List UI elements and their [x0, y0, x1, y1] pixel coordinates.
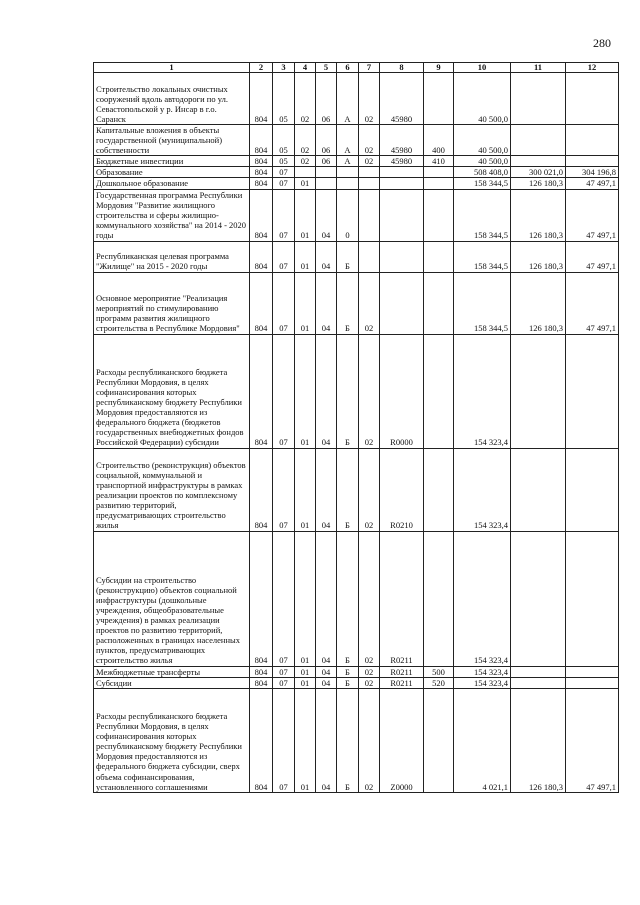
table-cell: 804: [250, 167, 273, 178]
column-header: 2: [250, 63, 273, 73]
table-cell: [380, 272, 424, 334]
table-cell: 02: [359, 272, 380, 334]
table-cell: [380, 178, 424, 189]
table-cell: Б: [337, 334, 359, 448]
table-cell: [359, 178, 380, 189]
table-cell: 47 497,1: [566, 688, 619, 792]
table-cell: 05: [273, 156, 295, 167]
table-cell: [359, 189, 380, 241]
table-cell: Б: [337, 272, 359, 334]
table-cell: 02: [359, 125, 380, 156]
table-cell: [380, 189, 424, 241]
table-cell: [511, 531, 566, 666]
table-cell: [511, 334, 566, 448]
row-name-cell: Субсидии на строительство (реконструкцию) объектов социальной инфраструктуры (дошкольные учреждения, общеобразовательные учреждения) в рамках реализации проектов по развитию территорий, расположенных в границах населенных пунктов, предусматривающих строительство жилья: [94, 531, 250, 666]
table-cell: 01: [295, 241, 316, 272]
table-cell: 04: [316, 334, 337, 448]
table-cell: 154 323,4: [454, 334, 511, 448]
table-cell: Б: [337, 531, 359, 666]
table-cell: Б: [337, 448, 359, 531]
table-cell: 02: [359, 73, 380, 125]
table-cell: 45980: [380, 156, 424, 167]
table-cell: [566, 448, 619, 531]
table-cell: 304 196,8: [566, 167, 619, 178]
table-cell: [566, 156, 619, 167]
budget-table: [93, 62, 619, 793]
column-header: 6: [337, 63, 359, 73]
table-cell: 04: [316, 677, 337, 688]
table-cell: 45980: [380, 73, 424, 125]
table-cell: [424, 448, 454, 531]
table-cell: [566, 677, 619, 688]
table-cell: 804: [250, 156, 273, 167]
table-cell: 126 180,3: [511, 688, 566, 792]
table-cell: 05: [273, 73, 295, 125]
row-name-cell: Республиканская целевая программа "Жилище" на 2015 - 2020 годы: [94, 241, 250, 272]
column-header: 11: [511, 63, 566, 73]
table-cell: 04: [316, 531, 337, 666]
table-cell: [566, 73, 619, 125]
table-cell: [511, 448, 566, 531]
table-cell: 400: [424, 125, 454, 156]
table-cell: 804: [250, 666, 273, 677]
row-name-cell: Строительство локальных очистных сооружений вдоль автодороги по ул. Севастопольской у р. Инсар в г.о. Саранск: [94, 73, 250, 125]
row-name-cell: Капитальные вложения в объекты государственной (муниципальной) собственности: [94, 125, 250, 156]
table-cell: 804: [250, 73, 273, 125]
table-cell: 04: [316, 272, 337, 334]
table-cell: 47 497,1: [566, 272, 619, 334]
table-cell: [380, 241, 424, 272]
table-cell: 4 021,1: [454, 688, 511, 792]
table-cell: 07: [273, 241, 295, 272]
table-cell: 04: [316, 241, 337, 272]
table-row: [94, 189, 619, 241]
table-cell: 07: [273, 677, 295, 688]
table-cell: 0: [337, 189, 359, 241]
table-cell: 01: [295, 189, 316, 241]
table-cell: 06: [316, 156, 337, 167]
table-cell: 01: [295, 178, 316, 189]
table-cell: 02: [359, 677, 380, 688]
table-cell: 154 323,4: [454, 677, 511, 688]
table-cell: 02: [359, 448, 380, 531]
table-row: [94, 241, 619, 272]
table-cell: [424, 167, 454, 178]
table-row: [94, 272, 619, 334]
table-cell: 804: [250, 178, 273, 189]
table-cell: [424, 178, 454, 189]
row-name-cell: Расходы республиканского бюджета Республики Мордовия, в целях софинансирования которых республиканскому бюджету Республики Мордовия предоставляются из федерального бюджета (бюджетов государственных внебюджетных фондов Российской Федерации) субсидии: [94, 334, 250, 448]
table-cell: Б: [337, 666, 359, 677]
table-cell: 07: [273, 334, 295, 448]
column-header: 5: [316, 63, 337, 73]
table-cell: 804: [250, 334, 273, 448]
table-cell: А: [337, 73, 359, 125]
table-cell: [566, 125, 619, 156]
table-cell: [424, 688, 454, 792]
table-cell: 07: [273, 272, 295, 334]
table-row: [94, 167, 619, 178]
table-cell: [566, 334, 619, 448]
table-cell: 04: [316, 666, 337, 677]
table-cell: 40 500,0: [454, 125, 511, 156]
table-row: [94, 156, 619, 167]
table-cell: 126 180,3: [511, 178, 566, 189]
table-cell: R0211: [380, 531, 424, 666]
table-row: [94, 334, 619, 448]
table-cell: А: [337, 156, 359, 167]
table-cell: 02: [359, 666, 380, 677]
table-cell: [424, 531, 454, 666]
table-cell: 01: [295, 688, 316, 792]
table-cell: [337, 167, 359, 178]
table-row: [94, 448, 619, 531]
table-cell: [424, 272, 454, 334]
row-name-cell: Субсидии: [94, 677, 250, 688]
table-row: [94, 178, 619, 189]
table-cell: 04: [316, 688, 337, 792]
table-cell: 804: [250, 531, 273, 666]
row-name-cell: Бюджетные инвестиции: [94, 156, 250, 167]
table-cell: 300 021,0: [511, 167, 566, 178]
table-cell: [424, 189, 454, 241]
table-cell: [511, 666, 566, 677]
table-cell: 804: [250, 189, 273, 241]
table-cell: 804: [250, 272, 273, 334]
table-cell: [424, 334, 454, 448]
table-cell: 804: [250, 677, 273, 688]
table-cell: [511, 125, 566, 156]
table-cell: 04: [316, 189, 337, 241]
row-name-cell: Дошкольное образование: [94, 178, 250, 189]
table-cell: 520: [424, 677, 454, 688]
table-row: [94, 666, 619, 677]
table-cell: 158 344,5: [454, 241, 511, 272]
table-cell: R0000: [380, 334, 424, 448]
column-header: 10: [454, 63, 511, 73]
table-cell: 07: [273, 531, 295, 666]
table-cell: R0211: [380, 677, 424, 688]
row-name-cell: Расходы республиканского бюджета Республики Мордовия, в целях софинансирования которых республиканскому бюджету Республики Мордовия предоставляются из федерального бюджета субсидии, сверх объема софинансирования, установленного соглашениями: [94, 688, 250, 792]
table-cell: 01: [295, 666, 316, 677]
table-cell: [337, 178, 359, 189]
table-cell: 06: [316, 73, 337, 125]
column-header: 9: [424, 63, 454, 73]
table-cell: 804: [250, 448, 273, 531]
column-header: 7: [359, 63, 380, 73]
column-header: 8: [380, 63, 424, 73]
table-cell: 07: [273, 666, 295, 677]
column-header: 12: [566, 63, 619, 73]
table-cell: 02: [359, 531, 380, 666]
table-cell: 154 323,4: [454, 531, 511, 666]
table-cell: 40 500,0: [454, 156, 511, 167]
row-name-cell: Межбюджетные трансферты: [94, 666, 250, 677]
table-cell: R0210: [380, 448, 424, 531]
table-cell: [424, 241, 454, 272]
table-cell: 126 180,3: [511, 272, 566, 334]
table-cell: 804: [250, 125, 273, 156]
table-cell: 02: [295, 73, 316, 125]
table-row: [94, 531, 619, 666]
table-cell: 01: [295, 334, 316, 448]
table-cell: 07: [273, 688, 295, 792]
table-cell: 126 180,3: [511, 189, 566, 241]
table-cell: 02: [359, 688, 380, 792]
table-cell: 158 344,5: [454, 272, 511, 334]
table-cell: Z0000: [380, 688, 424, 792]
table-cell: 07: [273, 189, 295, 241]
table-cell: 40 500,0: [454, 73, 511, 125]
table-cell: 126 180,3: [511, 241, 566, 272]
table-cell: 45980: [380, 125, 424, 156]
table-cell: [295, 167, 316, 178]
table-cell: 804: [250, 241, 273, 272]
table-cell: [380, 167, 424, 178]
table-cell: [566, 531, 619, 666]
row-name-cell: Государственная программа Республики Мордовия "Развитие жилищного строительства и сферы жилищно-коммунального хозяйства" на 2014 - 2020 годы: [94, 189, 250, 241]
table-cell: 07: [273, 448, 295, 531]
table-cell: Б: [337, 241, 359, 272]
table-cell: 47 497,1: [566, 189, 619, 241]
table-cell: [316, 167, 337, 178]
table-cell: 410: [424, 156, 454, 167]
table-body: [94, 73, 619, 793]
table-cell: 01: [295, 531, 316, 666]
table-cell: [511, 156, 566, 167]
table-cell: 02: [295, 125, 316, 156]
table-cell: [359, 241, 380, 272]
table-cell: 158 344,5: [454, 178, 511, 189]
page-number: 280: [593, 36, 611, 50]
table-row: [94, 125, 619, 156]
table-cell: [316, 178, 337, 189]
table-cell: 07: [273, 178, 295, 189]
table-cell: 06: [316, 125, 337, 156]
table-cell: Б: [337, 688, 359, 792]
row-name-cell: Основное мероприятие "Реализация мероприятий по стимулированию программ развития жилищного строительства в Республике Мордовия": [94, 272, 250, 334]
table-cell: 01: [295, 677, 316, 688]
table-cell: 804: [250, 688, 273, 792]
table-row: [94, 688, 619, 792]
table-row: [94, 677, 619, 688]
table-header-row: [94, 63, 619, 73]
row-name-cell: Образование: [94, 167, 250, 178]
column-header: 3: [273, 63, 295, 73]
table-cell: 47 497,1: [566, 241, 619, 272]
table-cell: [511, 677, 566, 688]
table-row: [94, 73, 619, 125]
table-cell: 07: [273, 167, 295, 178]
table-cell: 02: [359, 156, 380, 167]
table-cell: 500: [424, 666, 454, 677]
table-cell: 01: [295, 448, 316, 531]
column-header: 1: [94, 63, 250, 73]
table-cell: [424, 73, 454, 125]
table-cell: Б: [337, 677, 359, 688]
column-header: 4: [295, 63, 316, 73]
table-cell: 02: [295, 156, 316, 167]
table-cell: 154 323,4: [454, 666, 511, 677]
table-cell: 05: [273, 125, 295, 156]
table-cell: [359, 167, 380, 178]
table-cell: 04: [316, 448, 337, 531]
row-name-cell: Строительство (реконструкция) объектов социальной, коммунальной и транспортной инфраструктуры в рамках реализации проектов по комплексному развитию территорий, предусматривающих строительство жилья: [94, 448, 250, 531]
table-cell: 158 344,5: [454, 189, 511, 241]
table-cell: 154 323,4: [454, 448, 511, 531]
table-cell: 01: [295, 272, 316, 334]
table-cell: 02: [359, 334, 380, 448]
table-cell: R0211: [380, 666, 424, 677]
table-cell: А: [337, 125, 359, 156]
table-cell: 47 497,1: [566, 178, 619, 189]
table-cell: [511, 73, 566, 125]
table-cell: [566, 666, 619, 677]
table-cell: 508 408,0: [454, 167, 511, 178]
